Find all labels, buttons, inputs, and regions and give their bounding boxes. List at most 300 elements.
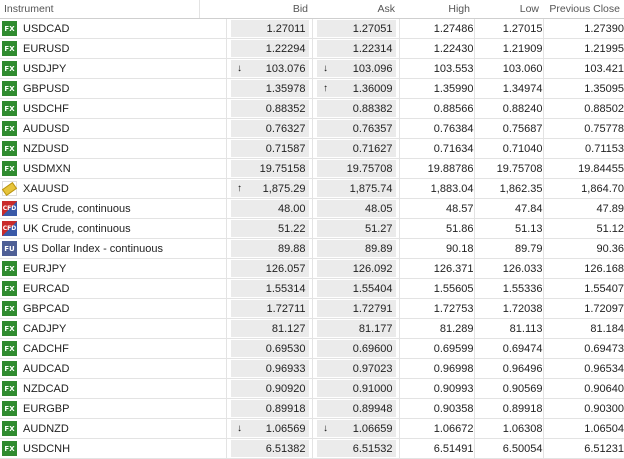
high-value: 0.76384	[399, 119, 474, 139]
ask-value: 19.75708	[346, 162, 393, 175]
ask-value-box	[317, 320, 396, 337]
low-value: 0.75687	[474, 119, 543, 139]
high-value: 1.22430	[399, 39, 474, 59]
ask-cell	[312, 59, 399, 79]
bid-value: 48.00	[277, 202, 306, 215]
bid-cell	[226, 59, 312, 79]
previous-close-value: 0.90300	[543, 399, 624, 419]
instrument-name: USDCNH	[23, 442, 71, 455]
low-value: 89.79	[474, 239, 543, 259]
high-value: 81.289	[399, 319, 474, 339]
table-row[interactable]	[0, 219, 624, 239]
bid-value-box	[231, 440, 309, 457]
ask-value: 1.22314	[352, 42, 393, 55]
cfd-badge-icon: CFD	[2, 221, 17, 236]
instrument-name: AUDUSD	[23, 122, 70, 135]
ask-value-box	[317, 40, 396, 57]
bid-value: 1.35978	[265, 82, 306, 95]
high-value: 51.86	[399, 219, 474, 239]
instrument-cell[interactable]	[0, 419, 226, 439]
bid-cell	[226, 179, 312, 199]
low-value: 0.88240	[474, 99, 543, 119]
bid-value: 103.076	[265, 62, 306, 75]
bid-cell	[226, 159, 312, 179]
high-value: 1,883.04	[399, 179, 474, 199]
instrument-wrap	[2, 139, 226, 158]
high-value: 1.27486	[399, 19, 474, 39]
instrument-name: US Dollar Index - continuous	[23, 242, 164, 255]
table-row[interactable]	[0, 199, 624, 219]
table-row[interactable]	[0, 359, 624, 379]
ask-value: 0.88382	[352, 102, 393, 115]
instrument-name: UK Crude, continuous	[23, 222, 131, 235]
bid-cell	[226, 299, 312, 319]
instrument-name: EURCAD	[23, 282, 70, 295]
fx-badge-icon: FX	[2, 261, 17, 276]
table-row[interactable]	[0, 19, 624, 39]
fx-badge-icon: FX	[2, 401, 17, 416]
ask-value-box	[317, 300, 396, 317]
ask-cell	[312, 319, 399, 339]
bid-value-box	[231, 240, 309, 257]
fx-badge-icon: FX	[2, 121, 17, 136]
bid-cell	[226, 439, 312, 459]
instrument-wrap	[2, 319, 226, 338]
table-row[interactable]	[0, 439, 624, 459]
high-value: 1.72753	[399, 299, 474, 319]
bid-cell	[226, 139, 312, 159]
instrument-wrap	[2, 359, 226, 378]
ask-value-box	[317, 100, 396, 117]
low-value: 51.13	[474, 219, 543, 239]
arrow-down-icon: ↓	[237, 63, 242, 74]
low-value: 1.06308	[474, 419, 543, 439]
low-value: 0.89918	[474, 399, 543, 419]
bid-value-box	[231, 400, 309, 417]
ask-cell	[312, 219, 399, 239]
low-value: 0.69474	[474, 339, 543, 359]
high-value: 90.18	[399, 239, 474, 259]
bid-value-box	[231, 380, 309, 397]
bid-value: 0.76327	[265, 122, 306, 135]
ask-cell	[312, 439, 399, 459]
fx-badge-icon: FX	[2, 361, 17, 376]
previous-close-value: 0.90640	[543, 379, 624, 399]
bid-value-box	[231, 220, 309, 237]
table-row[interactable]	[0, 319, 624, 339]
bid-value: 0.88352	[265, 102, 306, 115]
bid-value: 126.057	[265, 262, 306, 275]
fx-badge-icon: FX	[2, 81, 17, 96]
table-row[interactable]	[0, 119, 624, 139]
bid-cell	[226, 19, 312, 39]
ask-value: 0.71627	[352, 142, 393, 155]
instrument-wrap	[2, 219, 226, 238]
ask-cell	[312, 159, 399, 179]
previous-close-value: 103.421	[543, 59, 624, 79]
bid-value: 0.71587	[265, 142, 306, 155]
previous-close-value: 1.21995	[543, 39, 624, 59]
ask-value: 1,875.74	[349, 182, 393, 195]
ask-value-box	[317, 20, 396, 37]
ask-value-box	[317, 240, 396, 257]
instrument-name: USDCAD	[23, 22, 70, 35]
bid-value-box	[231, 420, 309, 437]
ask-value: 103.096	[352, 62, 393, 75]
column-header-instrument[interactable]: Instrument	[0, 0, 199, 19]
ask-cell	[312, 299, 399, 319]
high-value: 1.55605	[399, 279, 474, 299]
fx-badge-icon: FX	[2, 321, 17, 336]
instrument-name: USDCHF	[23, 102, 69, 115]
ask-cell	[312, 359, 399, 379]
instrument-cell[interactable]	[0, 79, 226, 99]
ask-value-box	[317, 440, 396, 457]
column-header-ask[interactable]: Ask	[312, 0, 399, 19]
ask-cell	[312, 339, 399, 359]
bid-value: 1.06569	[265, 422, 306, 435]
instrument-wrap	[2, 279, 226, 298]
instrument-wrap	[2, 119, 226, 138]
ask-value: 0.89948	[352, 402, 393, 415]
column-header-high[interactable]: High	[399, 0, 474, 19]
arrow-up-icon: ↑	[237, 183, 242, 194]
table-row[interactable]	[0, 399, 624, 419]
bid-cell	[226, 119, 312, 139]
high-value: 19.88786	[399, 159, 474, 179]
bid-value: 1.27011	[266, 22, 306, 35]
high-value: 103.553	[399, 59, 474, 79]
instrument-wrap	[2, 339, 226, 358]
bid-value: 89.88	[277, 242, 306, 255]
ask-value-box	[317, 380, 396, 397]
table-row[interactable]	[0, 259, 624, 279]
bid-value: 0.90920	[265, 382, 306, 395]
instrument-name: US Crude, continuous	[23, 202, 131, 215]
instrument-wrap	[2, 99, 226, 118]
instrument-wrap	[2, 59, 226, 78]
low-value: 6.50054	[474, 439, 543, 459]
ask-value: 48.05	[364, 202, 393, 215]
table-row[interactable]	[0, 299, 624, 319]
ask-value: 89.89	[364, 242, 393, 255]
previous-close-value: 6.51231	[543, 439, 624, 459]
instrument-wrap	[2, 399, 226, 418]
arrow-up-icon: ↑	[323, 83, 328, 94]
ask-value-box	[317, 200, 396, 217]
column-header-previous-close[interactable]: Previous Close	[543, 0, 624, 19]
fx-badge-icon: FX	[2, 61, 17, 76]
ask-value: 1.55404	[352, 282, 393, 295]
previous-close-value: 0.75778	[543, 119, 624, 139]
instrument-wrap	[2, 39, 226, 58]
arrow-down-icon: ↓	[237, 423, 242, 434]
instrument-cell[interactable]	[0, 179, 226, 199]
bid-value-box	[231, 100, 309, 117]
bid-value: 19.75158	[259, 162, 306, 175]
instrument-name: NZDCAD	[23, 382, 69, 395]
instrument-cell[interactable]	[0, 279, 226, 299]
previous-close-value: 47.89	[543, 199, 624, 219]
instrument-name: GBPCAD	[23, 302, 70, 315]
instrument-cell[interactable]	[0, 339, 226, 359]
bid-value-box	[231, 260, 309, 277]
instrument-wrap	[2, 159, 226, 178]
bid-cell	[226, 99, 312, 119]
column-header-bid[interactable]: Bid	[226, 0, 312, 19]
table-header-row	[0, 0, 624, 19]
bid-cell	[226, 359, 312, 379]
arrow-down-icon: ↓	[323, 63, 328, 74]
fx-badge-icon: FX	[2, 381, 17, 396]
instrument-cell[interactable]	[0, 379, 226, 399]
bid-value-box	[231, 80, 309, 97]
ask-cell	[312, 239, 399, 259]
instrument-cell[interactable]	[0, 299, 226, 319]
bid-value: 1,875.29	[262, 182, 306, 195]
table-row[interactable]	[0, 99, 624, 119]
fx-badge-icon: FX	[2, 21, 17, 36]
instrument-wrap	[2, 419, 226, 438]
instrument-cell[interactable]	[0, 359, 226, 379]
ask-cell	[312, 119, 399, 139]
previous-close-value: 1,864.70	[543, 179, 624, 199]
ask-value: 1.27051	[352, 22, 393, 35]
instrument-name: XAUUSD	[23, 182, 69, 195]
table-row[interactable]	[0, 339, 624, 359]
previous-close-value: 81.184	[543, 319, 624, 339]
ask-value-box	[317, 260, 396, 277]
bid-cell	[226, 79, 312, 99]
table-row[interactable]	[0, 59, 624, 79]
instrument-wrap	[2, 379, 226, 398]
ask-value-box	[317, 60, 396, 77]
bid-value-box	[231, 160, 309, 177]
instrument-cell[interactable]	[0, 319, 226, 339]
ask-value: 1.36009	[352, 82, 393, 95]
bid-value-box	[231, 60, 309, 77]
ask-value-box	[317, 420, 396, 437]
instrument-cell[interactable]	[0, 159, 226, 179]
ask-cell	[312, 39, 399, 59]
bid-value: 1.72711	[266, 302, 306, 315]
gold-bar-shape	[2, 181, 17, 195]
high-value: 1.35990	[399, 79, 474, 99]
ask-value-box	[317, 80, 396, 97]
previous-close-value: 0.69473	[543, 339, 624, 359]
ask-value: 1.06659	[352, 422, 393, 435]
ask-value: 6.51532	[352, 442, 393, 455]
bid-value: 81.127	[271, 322, 306, 335]
bid-cell	[226, 339, 312, 359]
ask-cell	[312, 279, 399, 299]
ask-cell	[312, 19, 399, 39]
ask-value-box	[317, 340, 396, 357]
instrument-name: CADJPY	[23, 322, 67, 335]
bid-value-box	[231, 20, 309, 37]
instrument-name: EURGBP	[23, 402, 70, 415]
ask-value: 1.72791	[352, 302, 393, 315]
instrument-name: GBPUSD	[23, 82, 70, 95]
previous-close-value: 0.71153	[543, 139, 624, 159]
low-value: 81.113	[474, 319, 543, 339]
instrument-name: NZDUSD	[23, 142, 69, 155]
ask-value-box	[317, 360, 396, 377]
previous-close-value: 1.72097	[543, 299, 624, 319]
instrument-cell[interactable]	[0, 259, 226, 279]
instrument-cell[interactable]	[0, 119, 226, 139]
instrument-cell[interactable]	[0, 439, 226, 459]
arrow-down-icon: ↓	[323, 423, 328, 434]
low-value: 1.21909	[474, 39, 543, 59]
ask-cell	[312, 99, 399, 119]
ask-cell	[312, 139, 399, 159]
ask-cell	[312, 199, 399, 219]
instrument-cell[interactable]	[0, 139, 226, 159]
bid-cell	[226, 399, 312, 419]
fx-badge-icon: FX	[2, 301, 17, 316]
instrument-name: AUDNZD	[23, 422, 69, 435]
previous-close-value: 1.06504	[543, 419, 624, 439]
ask-cell	[312, 419, 399, 439]
previous-close-value: 0.88502	[543, 99, 624, 119]
ask-value-box	[317, 280, 396, 297]
ask-value: 0.91000	[352, 382, 393, 395]
previous-close-value: 1.55407	[543, 279, 624, 299]
high-value: 48.57	[399, 199, 474, 219]
bid-cell	[226, 199, 312, 219]
bid-value: 1.55314	[265, 282, 306, 295]
previous-close-value: 0.96534	[543, 359, 624, 379]
fx-badge-icon: FX	[2, 341, 17, 356]
ask-value: 0.97023	[352, 362, 393, 375]
instrument-cell[interactable]	[0, 219, 226, 239]
bid-value-box	[231, 360, 309, 377]
bid-value-box	[231, 120, 309, 137]
table-row[interactable]	[0, 279, 624, 299]
low-value: 19.75708	[474, 159, 543, 179]
instrument-wrap	[2, 439, 226, 458]
previous-close-value: 1.35095	[543, 79, 624, 99]
bid-value-box	[231, 300, 309, 317]
ask-value: 126.092	[352, 262, 393, 275]
instrument-cell[interactable]	[0, 199, 226, 219]
ask-value-box	[317, 220, 396, 237]
ask-value: 51.27	[364, 222, 393, 235]
instrument-wrap	[2, 79, 226, 98]
bid-value: 51.22	[277, 222, 306, 235]
ask-cell	[312, 379, 399, 399]
ask-value-box	[317, 400, 396, 417]
table-row[interactable]	[0, 239, 624, 259]
fx-badge-icon: FX	[2, 41, 17, 56]
bid-value: 1.22294	[265, 42, 306, 55]
instrument-wrap	[2, 239, 226, 258]
ask-value-box	[317, 160, 396, 177]
bid-value-box	[231, 320, 309, 337]
instrument-cell[interactable]	[0, 39, 226, 59]
instrument-wrap	[2, 19, 226, 38]
instrument-wrap	[2, 179, 226, 198]
bid-cell	[226, 419, 312, 439]
bid-value-box	[231, 140, 309, 157]
table-row[interactable]	[0, 39, 624, 59]
low-value: 1,862.35	[474, 179, 543, 199]
instrument-name: CADCHF	[23, 342, 69, 355]
bid-value-box	[231, 280, 309, 297]
low-value: 1.55336	[474, 279, 543, 299]
ask-value: 0.76357	[352, 122, 393, 135]
ask-value: 0.69600	[352, 342, 393, 355]
previous-close-value: 1.27390	[543, 19, 624, 39]
bid-cell	[226, 239, 312, 259]
table-row[interactable]	[0, 179, 624, 199]
bid-value-box	[231, 40, 309, 57]
bid-cell	[226, 219, 312, 239]
cfd-badge-icon: CFD	[2, 201, 17, 216]
ask-value: 81.177	[358, 322, 393, 335]
instrument-cell[interactable]	[0, 239, 226, 259]
high-value: 0.96998	[399, 359, 474, 379]
low-value: 1.72038	[474, 299, 543, 319]
table-row[interactable]	[0, 379, 624, 399]
instrument-name: EURJPY	[23, 262, 67, 275]
high-value: 0.69599	[399, 339, 474, 359]
instrument-wrap	[2, 199, 226, 218]
bid-value: 0.89918	[265, 402, 306, 415]
instrument-cell[interactable]	[0, 399, 226, 419]
bid-cell	[226, 259, 312, 279]
fu-badge-icon: FU	[2, 241, 17, 256]
fx-badge-icon: FX	[2, 161, 17, 176]
ask-cell	[312, 399, 399, 419]
ask-cell	[312, 79, 399, 99]
bid-value-box	[231, 340, 309, 357]
bid-value: 6.51382	[265, 442, 306, 455]
high-value: 126.371	[399, 259, 474, 279]
bid-cell	[226, 319, 312, 339]
high-value: 0.90993	[399, 379, 474, 399]
high-value: 0.88566	[399, 99, 474, 119]
ask-cell	[312, 179, 399, 199]
table-row[interactable]	[0, 79, 624, 99]
gold-bar-icon	[2, 181, 17, 196]
column-header-low[interactable]: Low	[474, 0, 543, 19]
low-value: 0.71040	[474, 139, 543, 159]
table-row[interactable]	[0, 139, 624, 159]
table-row[interactable]	[0, 419, 624, 439]
low-value: 0.96496	[474, 359, 543, 379]
instrument-cell[interactable]	[0, 99, 226, 119]
ask-cell	[312, 259, 399, 279]
bid-value-box	[231, 200, 309, 217]
previous-close-value: 51.12	[543, 219, 624, 239]
instrument-cell[interactable]	[0, 19, 226, 39]
low-value: 47.84	[474, 199, 543, 219]
ask-value-box	[317, 180, 396, 197]
instrument-name: USDMXN	[23, 162, 71, 175]
fx-badge-icon: FX	[2, 101, 17, 116]
previous-close-value: 19.84455	[543, 159, 624, 179]
instrument-cell[interactable]	[0, 59, 226, 79]
low-value: 103.060	[474, 59, 543, 79]
bid-value: 0.96933	[265, 362, 306, 375]
fx-badge-icon: FX	[2, 141, 17, 156]
column-header-spacer	[199, 0, 226, 19]
table-row[interactable]	[0, 159, 624, 179]
instrument-name: EURUSD	[23, 42, 70, 55]
low-value: 1.27015	[474, 19, 543, 39]
